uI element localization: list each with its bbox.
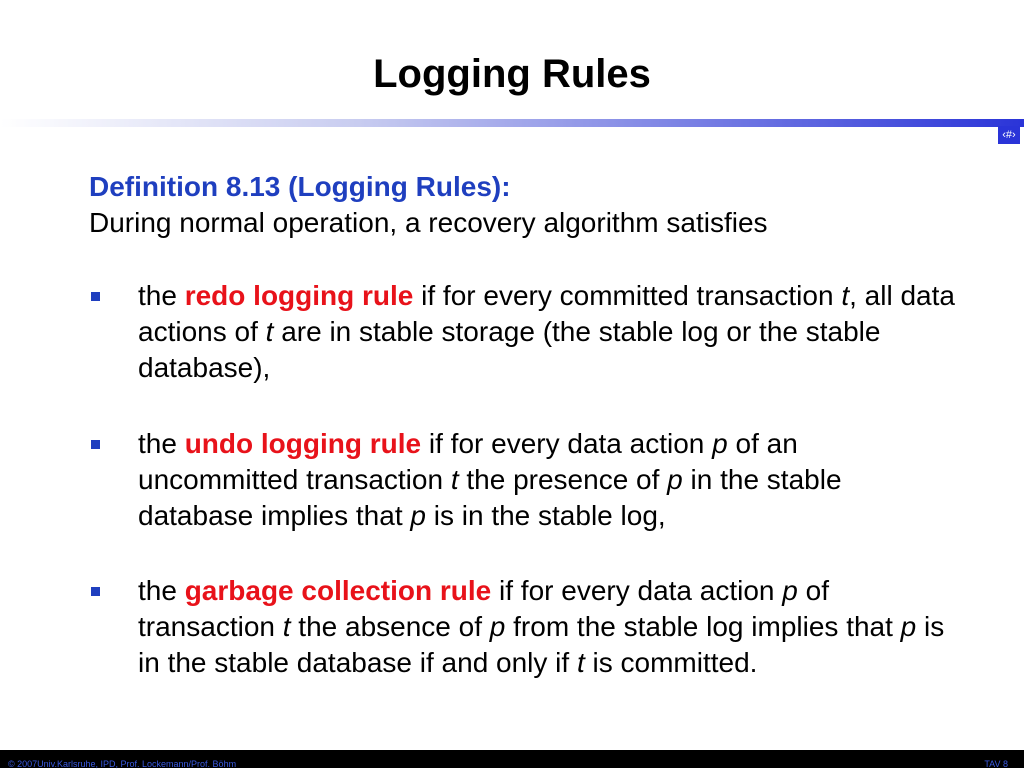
rule-text: is in the stable database if and only if — [138, 611, 945, 678]
title-divider — [0, 119, 1024, 127]
rule-text: the absence of — [290, 611, 490, 642]
rule-text: the presence of — [458, 464, 668, 495]
variable: p — [712, 428, 728, 459]
rule-text: are in stable storage (the stable log or the stable database), — [138, 316, 881, 383]
variable: p — [782, 575, 798, 606]
rule-item-garbage-collection — [138, 573, 958, 681]
rule-text: the — [138, 280, 185, 311]
rule-term: garbage collection rule — [184, 575, 492, 606]
slide-number: ‹#› — [998, 126, 1020, 144]
rule-text: the — [138, 428, 185, 459]
rule-text: from the stable log implies that — [505, 611, 901, 642]
rule-text: the — [138, 575, 185, 606]
variable: t — [841, 280, 850, 311]
variable: p — [667, 464, 683, 495]
square-bullet-icon — [91, 292, 100, 301]
definition-heading: Definition 8.13 (Logging Rules): — [89, 171, 511, 202]
variable: t — [265, 316, 274, 347]
rule-term: undo logging rule — [184, 428, 422, 459]
rule-item-redo — [138, 278, 958, 386]
rule-text: of transaction — [138, 575, 829, 642]
rule-text: if for every committed transaction — [413, 280, 842, 311]
square-bullet-icon — [91, 440, 100, 449]
variable: t — [282, 611, 291, 642]
rule-text: if for every data action — [421, 428, 713, 459]
footer-course-label: TAV 8 — [984, 759, 1008, 769]
variable: p — [489, 611, 506, 642]
slide-title: Logging Rules — [373, 52, 651, 96]
footer-bar — [0, 750, 1024, 768]
footer-copyright: © 2007Univ.Karlsruhe, IPD, Prof. Lockemann/Prof. Böhm — [8, 759, 237, 769]
variable: t — [576, 647, 585, 678]
rule-text: , all data actions of — [138, 280, 955, 347]
rule-text: of an uncommitted transaction — [138, 428, 798, 495]
rule-text: if for every data action — [491, 575, 783, 606]
definition-intro: During normal operation, a recovery algorithm satisfies — [89, 207, 768, 238]
square-bullet-icon — [91, 587, 100, 596]
rule-text: is committed. — [584, 647, 758, 678]
rule-text: is in the stable log, — [425, 500, 666, 531]
rule-text: in the stable database implies that — [138, 464, 842, 531]
variable: p — [410, 500, 426, 531]
rule-item-undo — [138, 426, 958, 534]
variable: p — [900, 611, 917, 642]
rule-term: redo logging rule — [184, 280, 414, 311]
variable: t — [450, 464, 459, 495]
